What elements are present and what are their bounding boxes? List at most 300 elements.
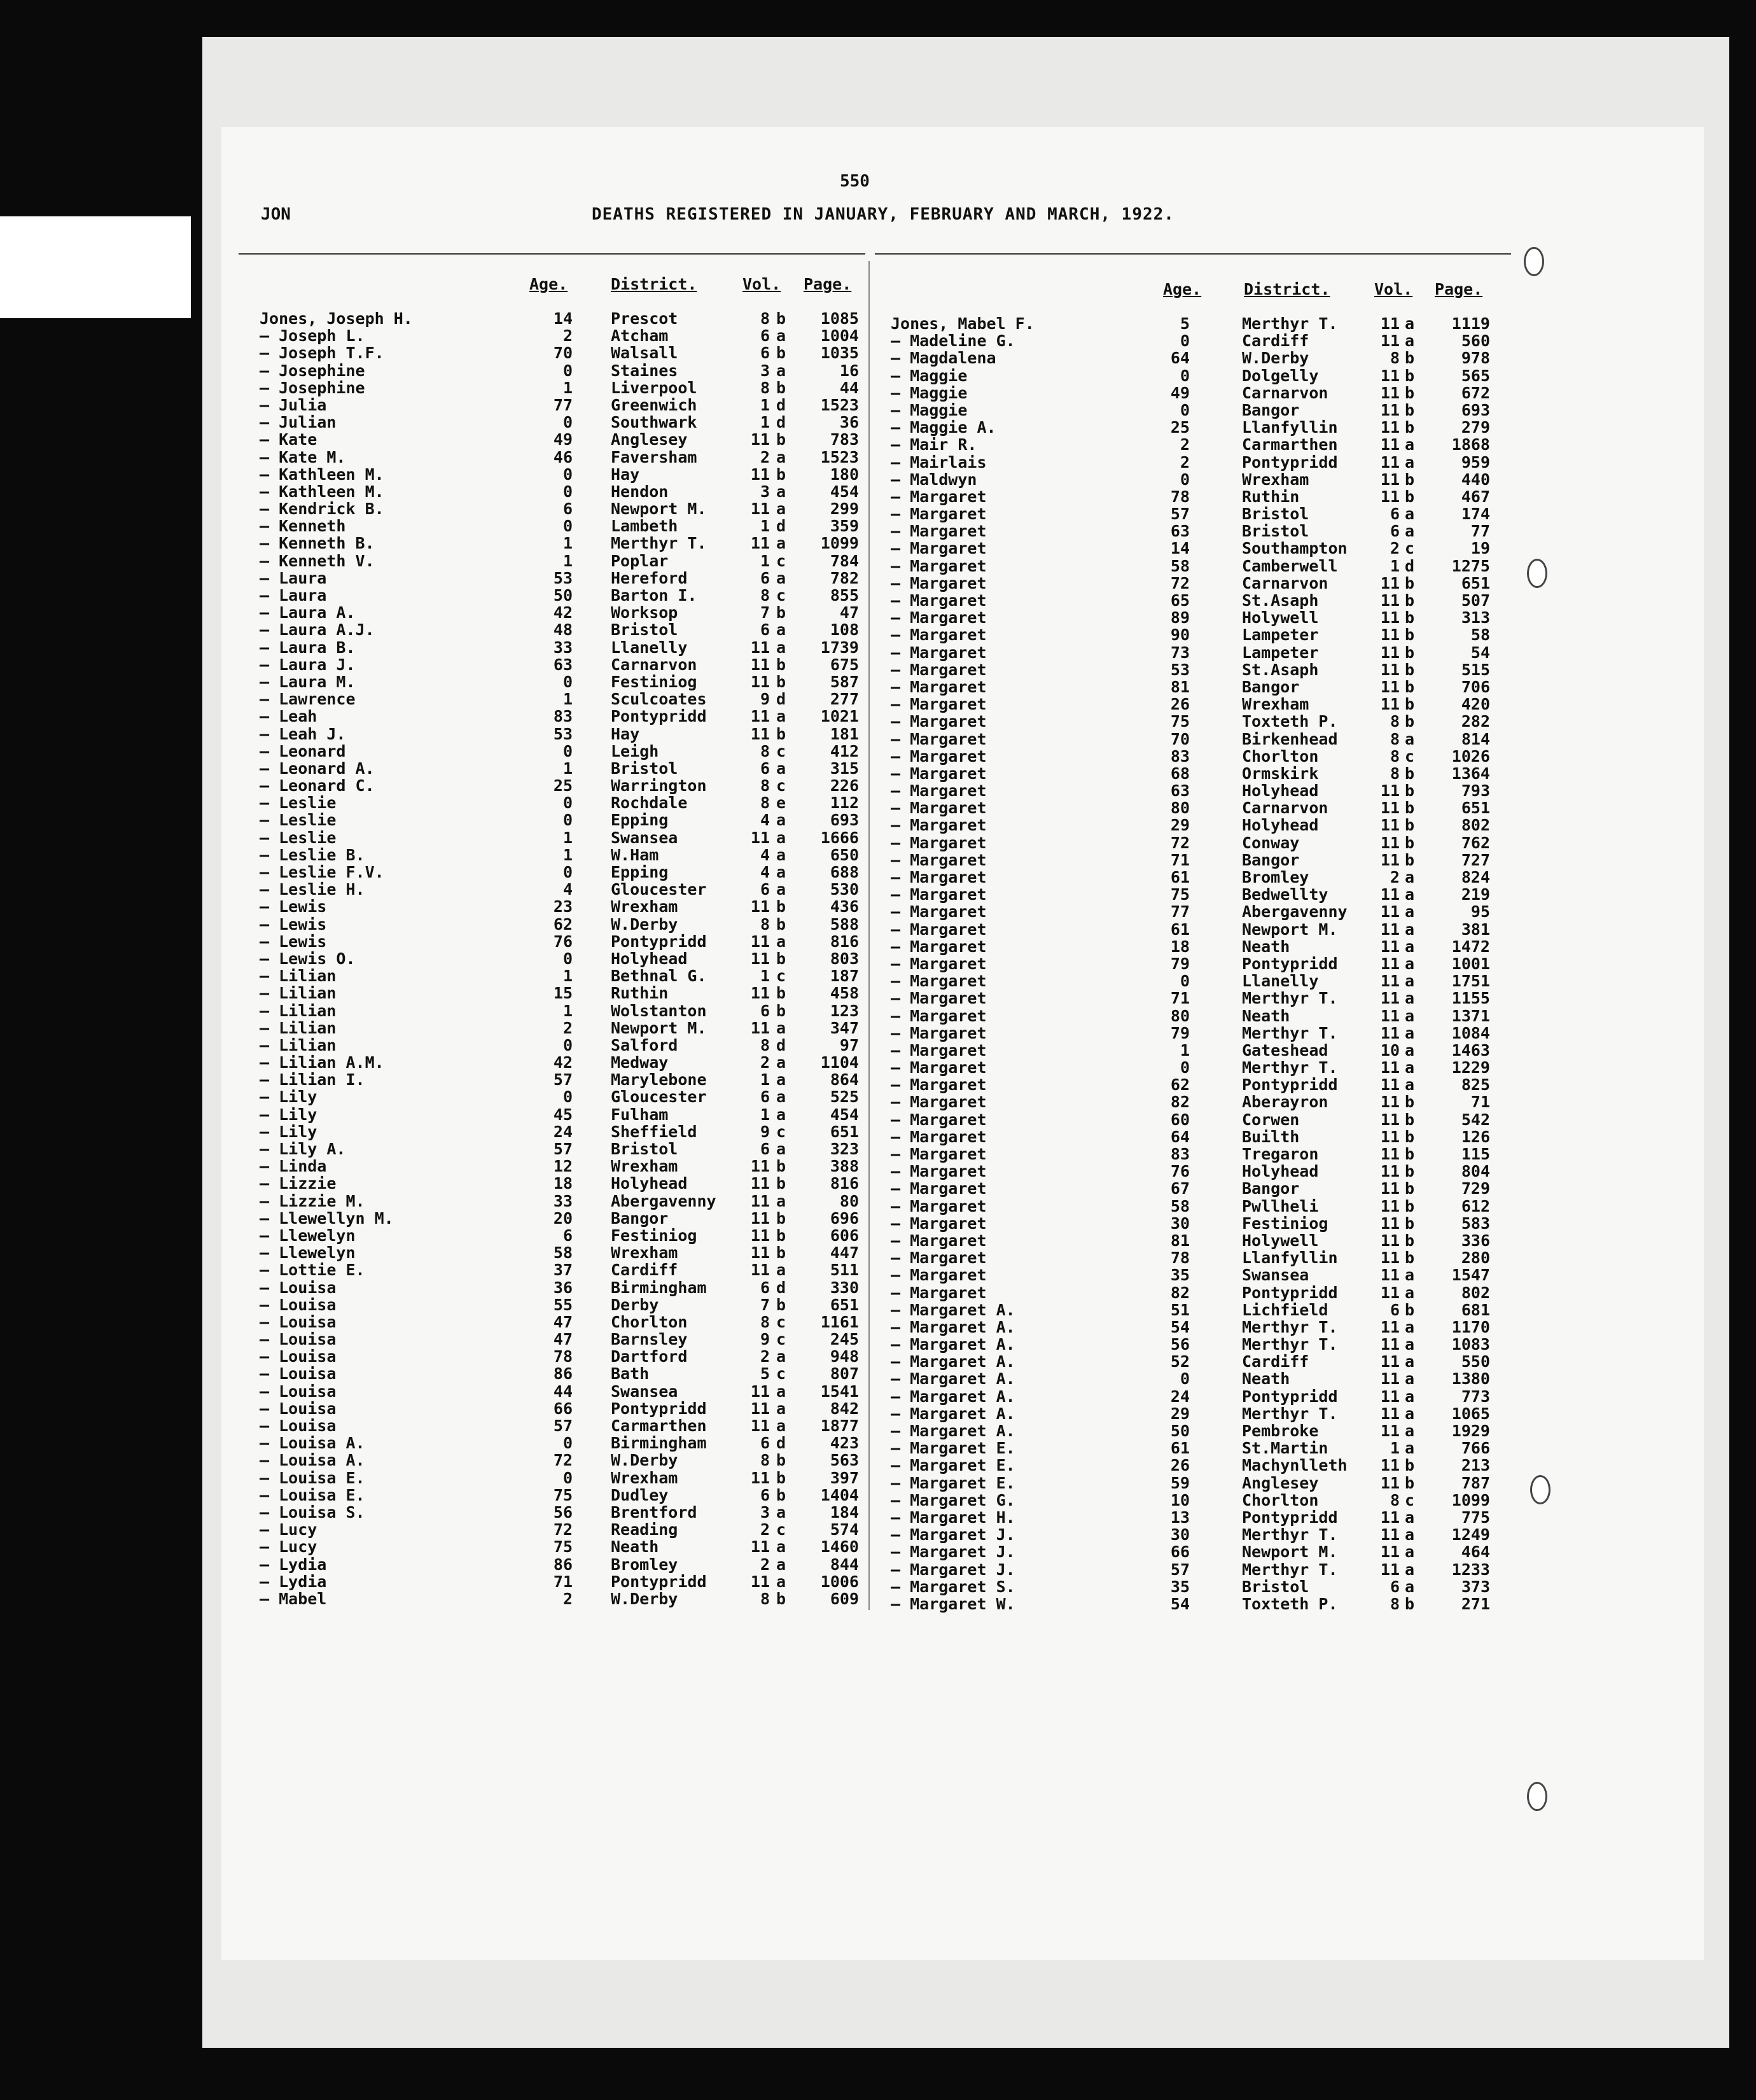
entry-age: 73 [1170, 643, 1190, 662]
entry-name: — Lizzie [260, 1174, 337, 1193]
left-entry-column [260, 309, 864, 1607]
entry-volume-letter: b [776, 465, 786, 484]
entry-row [260, 811, 864, 828]
entry-district: Pwllheli [1242, 1196, 1319, 1215]
entry-age: 29 [1170, 1404, 1190, 1423]
entry-age: 80 [1170, 1006, 1190, 1025]
entry-row [260, 1469, 864, 1486]
entry-volume: 6 [1390, 1577, 1400, 1596]
entry-age: 55 [553, 1295, 573, 1314]
entry-volume-letter: a [1405, 314, 1415, 333]
entry-row [891, 1422, 1514, 1439]
entry-age: 71 [1170, 850, 1190, 869]
entry-volume: 11 [1380, 1283, 1400, 1302]
entry-age: 61 [1170, 868, 1190, 886]
entry-volume-letter: d [776, 413, 786, 432]
entry-row [891, 1007, 1514, 1024]
entry-age: 70 [553, 344, 573, 363]
column-divider [868, 261, 870, 1610]
entry-age: 75 [553, 1537, 573, 1557]
entry-name: — Margaret [891, 1283, 987, 1302]
entry-row [260, 673, 864, 690]
entry-name: — Louisa S. [260, 1502, 365, 1522]
entry-district: Southwark [611, 413, 697, 432]
entry-district: Bethnal G. [611, 967, 707, 986]
entry-name: — Margaret [891, 1179, 987, 1198]
entry-age: 1 [562, 690, 573, 709]
entry-volume-letter: a [1405, 435, 1415, 454]
entry-volume: 1 [760, 413, 770, 432]
entry-age: 0 [562, 482, 573, 501]
entry-page: 1371 [1451, 1006, 1490, 1025]
entry-name: — Joseph T.F. [260, 344, 384, 363]
entry-district: Birmingham [611, 1434, 707, 1453]
entry-volume-letter: a [776, 1502, 786, 1522]
header-rule-right [875, 253, 1511, 255]
entry-district: Anglesey [611, 430, 688, 449]
entry-name: — Llewelyn [260, 1226, 356, 1245]
entry-district: Merthyr T. [1242, 989, 1338, 1008]
entry-district: Medway [611, 1053, 669, 1072]
entry-district: Birkenhead [1242, 729, 1338, 748]
entry-row [891, 816, 1514, 833]
entry-volume: 11 [1380, 608, 1400, 627]
entry-age: 42 [553, 1053, 573, 1072]
entry-page: 1666 [820, 828, 859, 847]
entry-row [260, 707, 864, 724]
entry-district: Bristol [611, 620, 678, 640]
entry-volume-letter: a [1405, 902, 1415, 921]
entry-page: 315 [830, 759, 859, 778]
entry-volume: 11 [1380, 1352, 1400, 1371]
entry-volume-letter: b [1405, 400, 1415, 419]
entry-district: Aberayron [1242, 1093, 1328, 1112]
entry-volume: 11 [1380, 1404, 1400, 1423]
entry-district: Tregaron [1242, 1145, 1319, 1163]
entry-page: 1083 [1451, 1335, 1490, 1354]
entry-district: Lampeter [1242, 626, 1319, 645]
entry-row [891, 453, 1514, 470]
entry-page: 464 [1461, 1543, 1490, 1562]
entry-district: Merthyr T. [1242, 1525, 1338, 1544]
entry-page: 388 [830, 1157, 859, 1176]
entry-name: — Margaret [891, 799, 987, 818]
entry-row [260, 1088, 864, 1105]
entry-volume: 11 [1380, 626, 1400, 645]
entry-district: Wrexham [611, 1157, 678, 1176]
entry-age: 89 [1170, 608, 1190, 627]
entry-volume: 8 [1390, 746, 1400, 766]
entry-row [260, 603, 864, 620]
entry-district: Reading [611, 1520, 678, 1539]
entry-row [260, 1347, 864, 1364]
entry-page: 280 [1461, 1249, 1490, 1268]
entry-row [891, 1231, 1514, 1249]
entry-volume-letter: a [1405, 522, 1415, 541]
entry-age: 83 [553, 707, 573, 726]
entry-name: — Maldwyn [891, 470, 977, 489]
entry-page: 775 [1461, 1508, 1490, 1527]
entry-page: 1547 [1451, 1266, 1490, 1285]
entry-volume: 6 [760, 344, 770, 363]
entry-row [891, 1456, 1514, 1473]
entry-age: 57 [553, 1070, 573, 1089]
entry-row [260, 932, 864, 949]
entry-age: 58 [1170, 1196, 1190, 1215]
entry-name: — Margaret [891, 660, 987, 679]
entry-volume: 3 [760, 482, 770, 501]
entry-volume-letter: a [776, 620, 786, 640]
entry-name: — Lilian [260, 1035, 337, 1054]
entry-page: 373 [1461, 1577, 1490, 1596]
entry-volume: 11 [1380, 1317, 1400, 1336]
entry-age: 0 [562, 811, 573, 830]
entry-volume-letter: a [1405, 1006, 1415, 1025]
entry-name: — Magdalena [891, 349, 996, 368]
entry-page: 511 [830, 1261, 859, 1280]
entry-page: 784 [830, 551, 859, 570]
entry-page: 423 [830, 1434, 859, 1453]
entry-row [260, 1520, 864, 1537]
entry-district: Llanelly [611, 638, 688, 657]
entry-volume-letter: d [776, 1434, 786, 1453]
entry-volume: 6 [760, 1088, 770, 1107]
entry-row [260, 465, 864, 482]
entry-district: Dolgelly [1242, 366, 1319, 385]
entry-name: — Madeline G. [891, 332, 1015, 351]
entry-volume: 11 [750, 1382, 770, 1401]
entry-district: Abergavenny [611, 1191, 716, 1210]
entry-volume-letter: a [1405, 1023, 1415, 1042]
entry-row [260, 1070, 864, 1088]
entry-row [891, 1024, 1514, 1041]
entry-name: — Margaret [891, 505, 987, 524]
entry-volume-letter: a [1405, 989, 1415, 1008]
entry-volume-letter: a [776, 1105, 786, 1124]
entry-volume-letter: a [776, 1382, 786, 1401]
entry-age: 2 [1180, 452, 1190, 472]
entry-age: 1 [562, 845, 573, 864]
entry-volume: 6 [760, 880, 770, 899]
entry-row [891, 1214, 1514, 1231]
entry-volume: 11 [1380, 885, 1400, 904]
entry-name: — Margaret [891, 937, 987, 956]
entry-page: 766 [1461, 1439, 1490, 1458]
entry-name: — Margaret [891, 712, 987, 731]
entry-age: 0 [1180, 366, 1190, 385]
entry-volume-letter: b [776, 1243, 786, 1263]
entry-name: — Margaret E. [891, 1473, 1015, 1492]
entry-volume-letter: c [1405, 539, 1415, 558]
entry-age: 70 [1170, 729, 1190, 748]
entry-row [891, 1266, 1514, 1283]
entry-row [260, 1209, 864, 1226]
entry-age: 10 [1170, 1490, 1190, 1509]
entry-volume: 11 [750, 1174, 770, 1193]
entry-name: — Louisa [260, 1330, 337, 1349]
entry-age: 44 [553, 1382, 573, 1401]
entry-volume-letter: b [1405, 1196, 1415, 1215]
entry-volume: 11 [750, 500, 770, 519]
entry-district: Bangor [1242, 1179, 1300, 1198]
entry-volume: 11 [1380, 1266, 1400, 1285]
entry-volume: 11 [1380, 643, 1400, 662]
entry-age: 79 [1170, 1023, 1190, 1042]
right-age-header: Age. [1163, 280, 1202, 298]
entry-row [891, 678, 1514, 695]
left-vol-header: Vol. [742, 275, 781, 293]
entry-age: 14 [1170, 539, 1190, 558]
entry-volume-letter: b [776, 1451, 786, 1470]
entry-name: — Margaret [891, 591, 987, 610]
entry-district: Swansea [1242, 1266, 1309, 1285]
entry-name: — Lilian [260, 1001, 337, 1020]
entry-page: 1026 [1451, 746, 1490, 766]
entry-volume: 11 [1380, 1023, 1400, 1042]
entry-row [891, 435, 1514, 452]
entry-page: 1404 [820, 1485, 859, 1504]
entry-volume: 11 [750, 707, 770, 726]
entry-row [891, 367, 1514, 384]
entry-district: Cardiff [1242, 332, 1309, 351]
entry-name: — Margaret S. [891, 1577, 1015, 1596]
entry-volume-letter: b [1405, 1249, 1415, 1268]
entry-volume: 11 [1380, 1058, 1400, 1077]
entry-row [891, 1439, 1514, 1456]
entry-volume: 3 [760, 361, 770, 380]
entry-page: 588 [830, 914, 859, 934]
entry-age: 61 [1170, 920, 1190, 939]
entry-volume: 11 [1380, 1179, 1400, 1198]
entry-district: Pontypridd [1242, 1075, 1338, 1095]
entry-name: — Joseph L. [260, 326, 365, 346]
entry-volume-letter: a [1405, 1266, 1415, 1285]
entry-age: 14 [553, 309, 573, 328]
entry-district: Holyhead [1242, 1162, 1319, 1181]
right-vol-header: Vol. [1374, 280, 1413, 298]
entry-volume: 11 [750, 897, 770, 916]
entry-volume-letter: a [776, 1572, 786, 1591]
entry-name: — Laura J. [260, 655, 356, 674]
entry-volume-letter: a [776, 932, 786, 951]
entry-age: 0 [562, 1468, 573, 1487]
entry-volume-letter: c [776, 1122, 786, 1141]
entry-age: 53 [553, 724, 573, 743]
entry-volume-letter: a [1405, 1369, 1415, 1389]
entry-volume-letter: a [776, 1417, 786, 1435]
entry-row [260, 586, 864, 603]
entry-volume: 4 [760, 863, 770, 881]
entry-volume: 11 [1380, 1560, 1400, 1579]
entry-page: 80 [839, 1191, 859, 1210]
entry-page: 844 [830, 1555, 859, 1574]
entry-row [891, 868, 1514, 885]
entry-age: 1 [562, 967, 573, 986]
entry-page: 323 [830, 1140, 859, 1158]
entry-row [891, 1335, 1514, 1352]
entry-row [260, 1226, 864, 1243]
entry-row [891, 1318, 1514, 1335]
entry-row [260, 1105, 864, 1123]
entry-district: Neath [1242, 937, 1290, 956]
entry-volume: 2 [760, 1053, 770, 1072]
entry-page: 313 [1461, 608, 1490, 627]
entry-district: Rochdale [611, 794, 688, 813]
entry-name: — Lily A. [260, 1140, 346, 1158]
entry-row [891, 799, 1514, 816]
entry-row [260, 1382, 864, 1399]
entry-volume: 1 [760, 967, 770, 986]
entry-name: — Kenneth B. [260, 534, 375, 553]
entry-volume-letter: b [1405, 781, 1415, 801]
entry-row [260, 1261, 864, 1278]
entry-district: Conway [1242, 833, 1300, 852]
entry-page: 180 [830, 465, 859, 484]
entry-name: — Margaret J. [891, 1525, 1015, 1544]
entry-volume-letter: b [776, 1295, 786, 1314]
entry-name: — Lily [260, 1088, 317, 1107]
entry-name: — Margaret J. [891, 1560, 1015, 1579]
entry-volume: 6 [760, 326, 770, 346]
entry-volume-letter: a [1405, 1352, 1415, 1371]
entry-row [260, 569, 864, 586]
entry-district: Barton I. [611, 586, 697, 605]
entry-name: — Louisa A. [260, 1451, 365, 1470]
entry-name: — Josephine [260, 361, 365, 380]
entry-name: — Margaret [891, 746, 987, 766]
entry-name: — Leslie B. [260, 845, 365, 864]
entry-volume: 6 [1390, 1300, 1400, 1319]
entry-name: — Julian [260, 413, 337, 432]
entry-age: 62 [1170, 1075, 1190, 1095]
entry-page: 525 [830, 1088, 859, 1107]
entry-district: Merthyr T. [1242, 1404, 1338, 1423]
entry-volume-letter: a [776, 1018, 786, 1037]
entry-name: — Margaret [891, 1110, 987, 1129]
entry-volume: 8 [760, 794, 770, 813]
entry-name: — Mabel [260, 1589, 327, 1608]
entry-district: Pontypridd [1242, 1508, 1338, 1527]
entry-volume: 11 [1380, 452, 1400, 472]
entry-district: Merthyr T. [1242, 1560, 1338, 1579]
entry-name: — Lucy [260, 1537, 317, 1557]
entry-age: 35 [1170, 1577, 1190, 1596]
entry-volume-letter: c [1405, 1490, 1415, 1509]
entry-page: 299 [830, 500, 859, 519]
entry-district: Cardiff [1242, 1352, 1309, 1371]
entry-page: 515 [1461, 660, 1490, 679]
entry-age: 18 [1170, 937, 1190, 956]
entry-row [891, 539, 1514, 556]
entry-age: 59 [1170, 1473, 1190, 1492]
entry-district: Anglesey [1242, 1473, 1319, 1492]
entry-row [891, 522, 1514, 539]
entry-district: Pontypridd [1242, 1283, 1338, 1302]
entry-volume-letter: d [776, 690, 786, 709]
entry-name: — Margaret [891, 972, 987, 991]
entry-district: Pontypridd [611, 707, 707, 726]
entry-row [891, 747, 1514, 764]
entry-volume-letter: b [1405, 1093, 1415, 1112]
entry-name: — Margaret [891, 989, 987, 1008]
entry-age: 48 [553, 620, 573, 640]
entry-name: — Leah [260, 707, 317, 726]
entry-row [260, 534, 864, 551]
entry-volume: 11 [1380, 833, 1400, 852]
entry-age: 61 [1170, 1439, 1190, 1458]
entry-district: Merthyr T. [611, 534, 707, 553]
entry-volume-letter: b [1405, 799, 1415, 818]
entry-row [260, 1278, 864, 1296]
entry-row [891, 1595, 1514, 1612]
entry-volume: 6 [760, 759, 770, 778]
entry-name: — Mair R. [891, 435, 977, 454]
entry-name: — Margaret J. [891, 1543, 1015, 1562]
entry-volume: 11 [1380, 989, 1400, 1008]
entry-volume-letter: a [776, 759, 786, 778]
entry-age: 25 [553, 776, 573, 795]
entry-name: — Margaret [891, 954, 987, 973]
entry-page: 1170 [1451, 1317, 1490, 1336]
entry-age: 0 [562, 741, 573, 760]
entry-district: Hereford [611, 568, 688, 587]
binder-hole-1 [1524, 247, 1544, 276]
entry-volume: 6 [760, 1278, 770, 1297]
entry-age: 45 [553, 1105, 573, 1124]
entry-page: 336 [1461, 1231, 1490, 1250]
entry-district: Lichfield [1242, 1300, 1328, 1319]
entry-district: Gloucester [611, 1088, 707, 1107]
entry-row [260, 1503, 864, 1520]
entry-volume-letter: a [776, 500, 786, 519]
entry-name: — Margaret [891, 1249, 987, 1268]
entry-name: — Margaret [891, 1023, 987, 1042]
entry-page: 1929 [1451, 1422, 1490, 1440]
entry-name: — Laura [260, 586, 327, 605]
entry-volume-letter: a [776, 534, 786, 553]
entry-age: 12 [553, 1157, 573, 1176]
entry-volume-letter: a [1405, 332, 1415, 351]
entry-row [891, 1474, 1514, 1491]
entry-volume: 6 [760, 568, 770, 587]
entry-page: 1249 [1451, 1525, 1490, 1544]
entry-volume-letter: a [1405, 729, 1415, 748]
entry-age: 83 [1170, 1145, 1190, 1163]
entry-row [260, 776, 864, 794]
entry-name: — Laura A. [260, 603, 356, 622]
entry-page: 1085 [820, 309, 859, 328]
entry-page: 44 [839, 378, 859, 397]
entry-volume-letter: c [776, 586, 786, 605]
entry-row [260, 1036, 864, 1053]
entry-district: Camberwell [1242, 556, 1338, 575]
entry-page: 1035 [820, 344, 859, 363]
entry-volume: 11 [1380, 1508, 1400, 1527]
entry-page: 219 [1461, 885, 1490, 904]
entry-row [891, 781, 1514, 799]
entry-age: 63 [1170, 781, 1190, 801]
entry-page: 245 [830, 1330, 859, 1349]
entry-volume-letter: b [776, 1001, 786, 1020]
entry-volume-letter: b [1405, 573, 1415, 592]
entry-age: 2 [1180, 435, 1190, 454]
entry-district: Epping [611, 811, 669, 830]
entry-volume: 11 [750, 465, 770, 484]
entry-row [891, 1145, 1514, 1162]
entry-age: 49 [553, 430, 573, 449]
entry-page: 959 [1461, 452, 1490, 472]
entry-name: — Margaret [891, 573, 987, 592]
